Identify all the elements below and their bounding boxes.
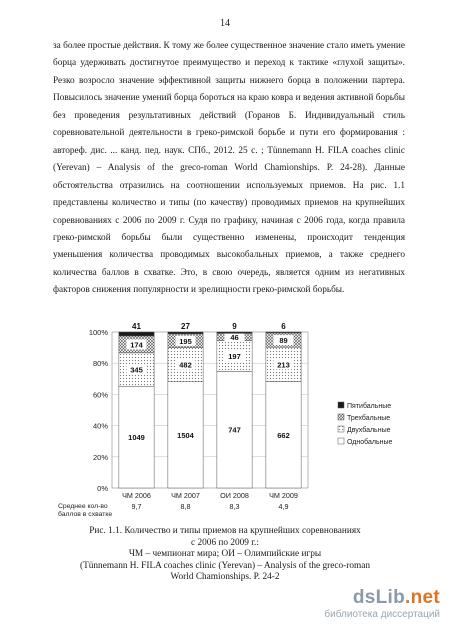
paragraph: за более простые действия. К тому же более существенное значение стало иметь умение борца удерживать достигнутое преимущество и переход к тактике «глухой защиты». Резко возросло значение эффективной защиты нижнего борца в положении партера. Повысилось значение умений борца бороться на краю ковра и ведения активной борьбы без проведения результативных действий (Горанов Б. Индивидуальный стиль соревновательной деятельности в греко-римской борьбе и пути его формирования : автореф. дис. ... канд. пед. наук. СПб., 2012. 25 с. ; Tünnemann H. FILA coaches clinic (Yerevan) – Analysis of the greco-roman World Chamionships. P. 24-28). Данные обстоятельства отразились на соотношении используемых приемов. На рис. 1.1 представлены количество и типы (по качеству) проводимых приемов на крупнейших соревнованиях с 2006 по 2009 г. Судя по графику, начиная с 2006 года, когда правила греко-римской борьбы были существенно изменены, происходит тенденция уменьшения количества проводимых высокобальных приемов, а также среднего количества баллов в схватке. Это, в свою очередь, является одним из негативных факторов снижения популярности и зрелищности греко-римской борьбы. — [53, 41, 405, 296]
watermark-logo-dot: .net — [405, 587, 440, 608]
caption-line: с 2006 по 2009 г.: — [191, 537, 259, 548]
caption-line: World Chamionships. P. 24-2 — [170, 572, 280, 582]
watermark-logo-main: dsLib — [352, 587, 406, 608]
legend-label: Пятибальные — [347, 403, 392, 410]
legend-label: Однобальные — [347, 439, 393, 446]
x-tick-label: ЧМ 2009 — [269, 491, 298, 500]
bar-segment — [266, 332, 301, 333]
page-number: 14 — [220, 18, 230, 29]
data-label: 46 — [230, 332, 239, 342]
y-tick-label: 80% — [92, 359, 108, 369]
y-tick-label: 40% — [92, 421, 108, 431]
caption-line: (Tünnemann H. FILA coaches clinic (Yerevan) – Analysis of the greco-roman — [79, 560, 370, 571]
caption-line: Рис. 1.1. Количество и типы приемов на крупнейших соревнованиях — [89, 526, 361, 536]
y-tick-label: 0% — [97, 484, 108, 493]
watermark-logo — [295, 587, 440, 623]
data-label: 1504 — [177, 430, 194, 440]
table-row-label: баллов в схватке — [58, 511, 113, 518]
data-label: 6 — [281, 322, 286, 331]
data-label: 345 — [130, 365, 143, 375]
data-label: 482 — [179, 360, 192, 370]
table-row-value: 8,8 — [180, 502, 191, 511]
stacked-bar-chart — [58, 320, 425, 525]
legend-swatch — [338, 426, 344, 432]
data-label: 41 — [132, 322, 141, 331]
x-tick-label: ОИ 2008 — [220, 491, 249, 500]
bar-segment — [119, 332, 154, 336]
table-row-label: Среднее кол-во — [58, 503, 108, 510]
data-label: 747 — [228, 425, 241, 435]
data-label: 9 — [232, 322, 237, 331]
legend-swatch — [338, 402, 344, 408]
y-tick-label: 100% — [88, 328, 108, 337]
watermark-subtitle: библиотека диссертаций — [324, 609, 440, 620]
table-row-value: 8,3 — [229, 502, 240, 511]
watermark-logo-text — [353, 587, 440, 609]
data-label: 174 — [130, 340, 143, 350]
legend-label: Трехбальные — [347, 415, 391, 422]
body-text — [53, 38, 405, 300]
data-label: 27 — [181, 322, 190, 331]
table-row-value: 9,7 — [131, 502, 142, 511]
caption-line: ЧМ – чемпионат мира; ОИ – Олимпийские игры — [128, 549, 322, 559]
bar-segment — [168, 332, 203, 334]
y-tick-label: 60% — [92, 390, 108, 400]
legend-swatch — [338, 414, 344, 420]
data-label: 195 — [179, 336, 192, 346]
bar-segment — [217, 332, 252, 333]
chart-svg — [58, 320, 425, 525]
data-label: 89 — [279, 336, 288, 346]
legend-swatch — [338, 438, 344, 444]
figure-caption — [60, 526, 390, 584]
data-label: 1049 — [128, 433, 145, 443]
data-label: 197 — [228, 351, 241, 361]
legend-label: Двухбальные — [347, 427, 391, 434]
data-label: 662 — [277, 430, 290, 440]
x-tick-label: ЧМ 2007 — [171, 491, 200, 500]
x-tick-label: ЧМ 2006 — [122, 491, 151, 500]
data-label: 213 — [277, 360, 290, 370]
table-row-value: 4,9 — [278, 502, 289, 511]
y-tick-label: 20% — [92, 452, 108, 462]
